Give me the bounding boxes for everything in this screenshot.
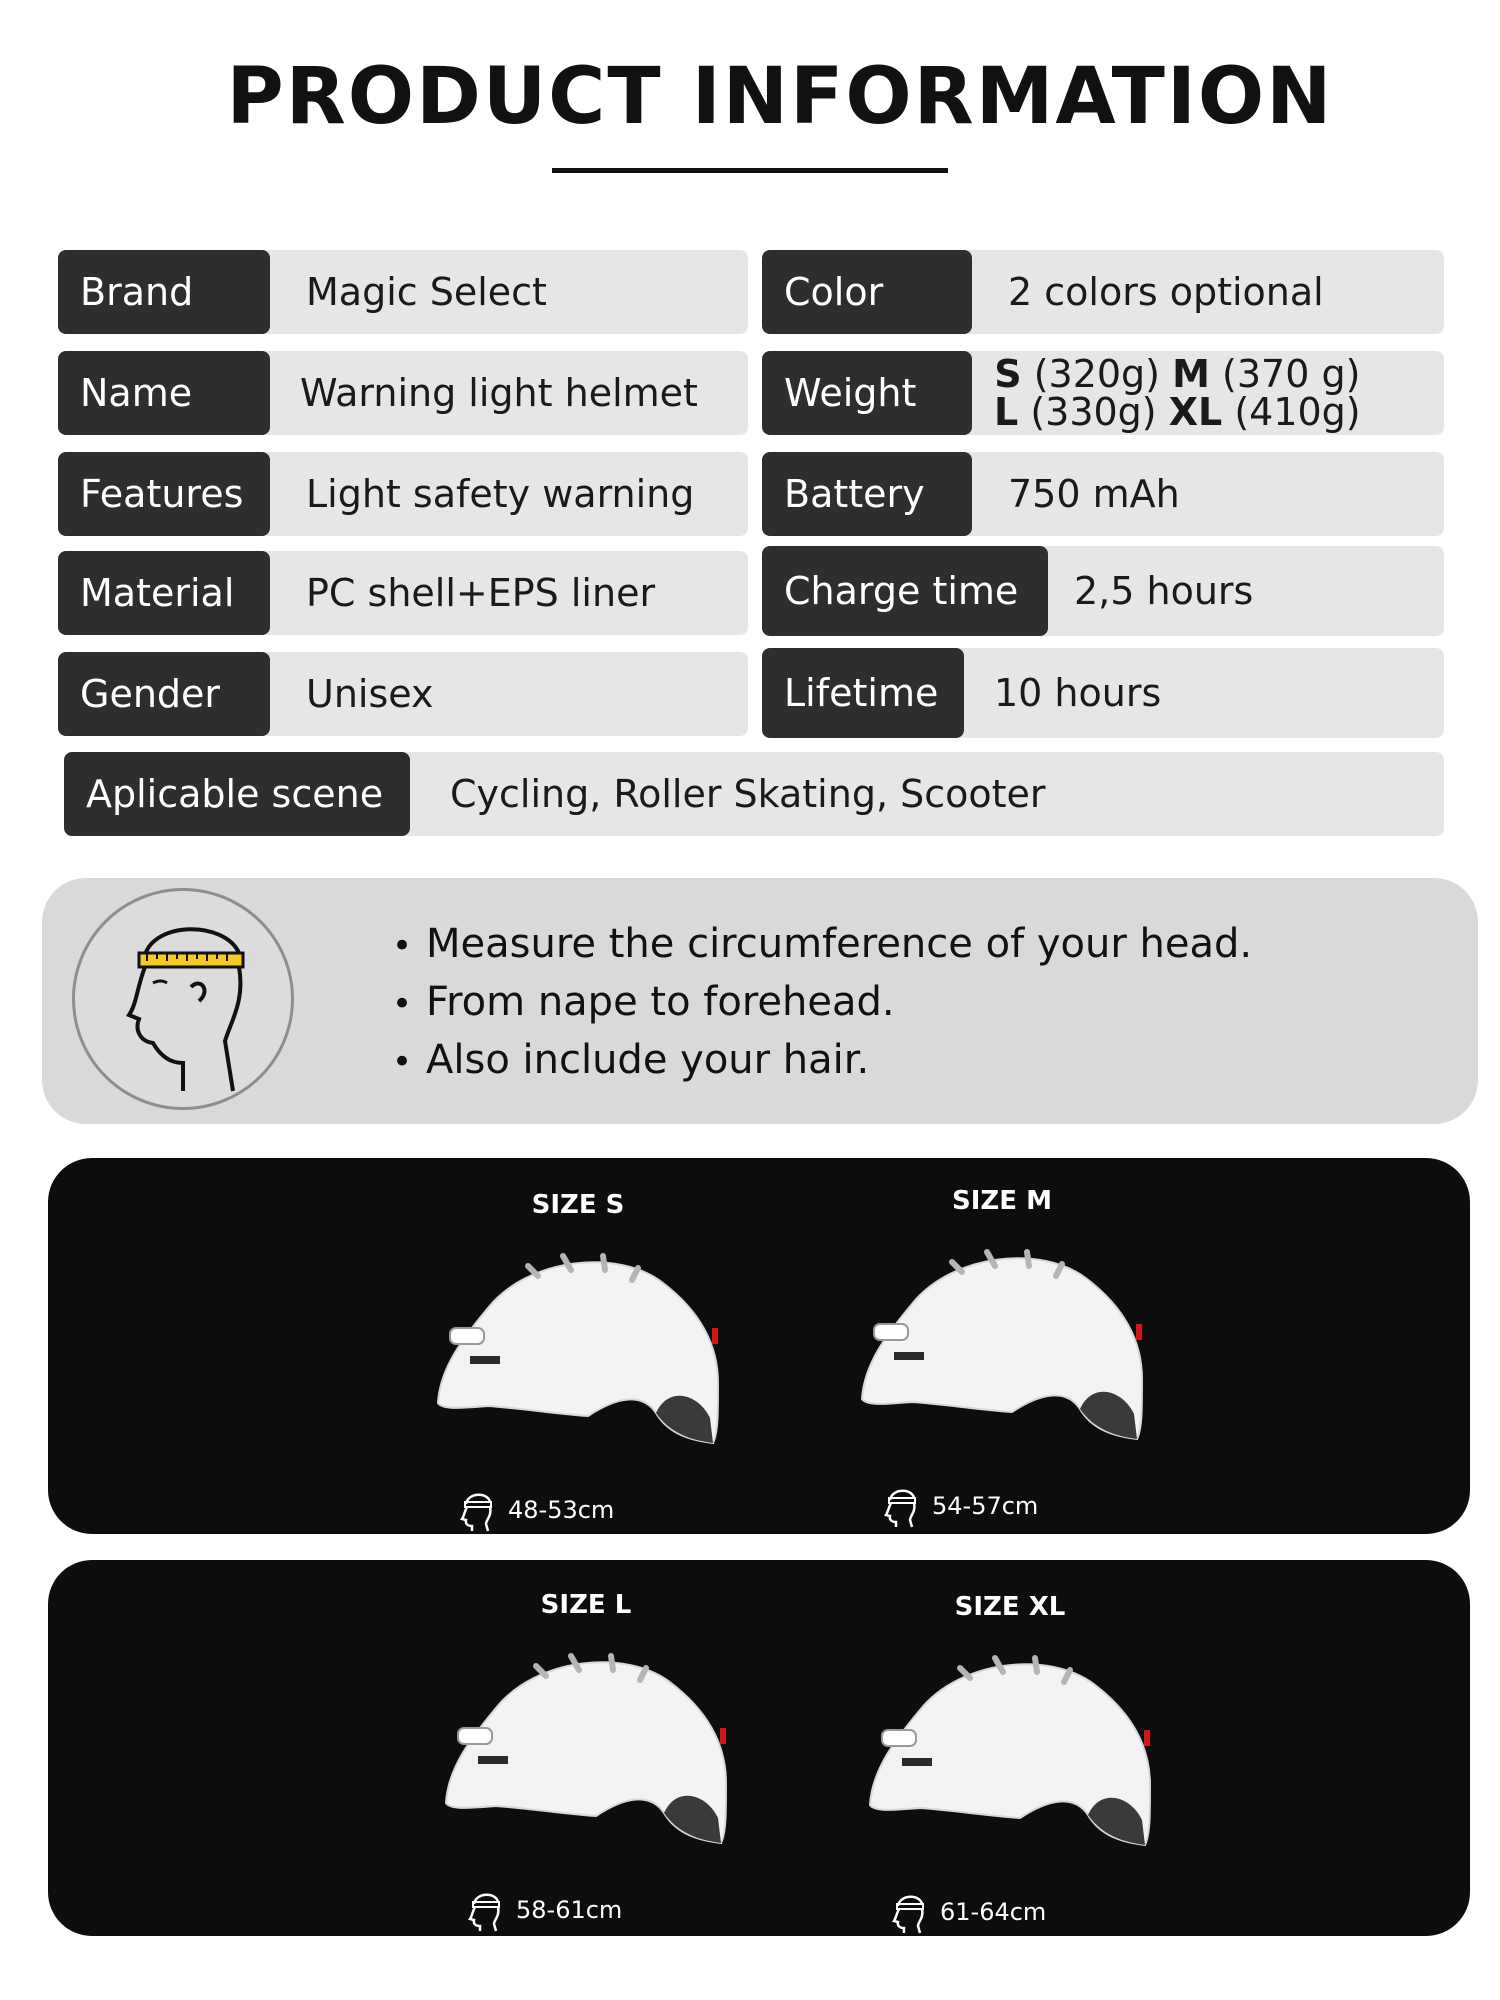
- spec-charge-time: [762, 546, 1444, 636]
- spec-value-lifetime: 10 hours: [994, 671, 1162, 715]
- spec-battery: [762, 452, 1444, 536]
- weight-m-value: (370 g): [1222, 352, 1361, 396]
- spec-gender: [58, 652, 748, 736]
- size-range: [882, 1484, 1038, 1528]
- spec-value-scene: Cycling, Roller Skating, Scooter: [450, 772, 1046, 816]
- spec-value-battery: 750 mAh: [1008, 472, 1180, 516]
- size-range: [890, 1890, 1046, 1934]
- size-panel-large-xlarge: [48, 1560, 1470, 1936]
- size-range-value: 48-53cm: [508, 1496, 615, 1524]
- head-size-icon: [890, 1890, 930, 1934]
- helmet-image: [842, 1224, 1162, 1464]
- spec-value-gender: Unisex: [306, 672, 434, 716]
- weight-s-label: S: [994, 352, 1022, 396]
- spec-label-name: Name: [58, 351, 270, 435]
- spec-value-charge-time: 2,5 hours: [1074, 569, 1254, 613]
- size-title: SIZE S: [531, 1190, 625, 1220]
- size-title: SIZE L: [540, 1590, 632, 1620]
- head-size-icon: [458, 1488, 498, 1532]
- size-range-value: 54-57cm: [932, 1492, 1039, 1520]
- helmet-image: [850, 1630, 1170, 1870]
- size-title: SIZE M: [952, 1186, 1052, 1216]
- head-size-icon: [466, 1888, 506, 1932]
- spec-value-weight: [994, 351, 1361, 435]
- head-size-icon: [882, 1484, 922, 1528]
- weight-l-label: L: [994, 390, 1019, 434]
- spec-label-scene: Aplicable scene: [64, 752, 410, 836]
- weight-s-value: (320g): [1033, 352, 1160, 396]
- spec-weight: [762, 351, 1444, 435]
- measure-instructions: [42, 878, 1478, 1124]
- spec-label-charge-time: Charge time: [762, 546, 1048, 636]
- spec-lifetime: [762, 648, 1444, 738]
- helmet-image: [426, 1628, 746, 1868]
- spec-value-material: PC shell+EPS liner: [306, 571, 656, 615]
- spec-color: [762, 250, 1444, 334]
- spec-name: [58, 351, 748, 435]
- measure-tip: • From nape to forehead.: [392, 974, 1252, 1032]
- spec-features: [58, 452, 748, 536]
- spec-value-name: Warning light helmet: [300, 371, 698, 415]
- measure-tip: • Measure the circumference of your head.: [392, 916, 1252, 974]
- size-range-value: 61-64cm: [940, 1898, 1047, 1926]
- size-range: [458, 1488, 614, 1532]
- measure-tip: • Also include your hair.: [392, 1032, 1252, 1090]
- title-underline: [552, 168, 948, 173]
- size-title: SIZE XL: [954, 1592, 1066, 1622]
- spec-label-material: Material: [58, 551, 270, 635]
- spec-value-features: Light safety warning: [306, 472, 695, 516]
- spec-label-gender: Gender: [58, 652, 270, 736]
- size-panel-small-medium: [48, 1158, 1470, 1534]
- spec-value-color: 2 colors optional: [1008, 270, 1324, 314]
- weight-line-2: [994, 390, 1361, 434]
- weight-xl-value: (410g): [1234, 390, 1361, 434]
- size-range: [466, 1888, 622, 1932]
- helmet-image: [418, 1228, 738, 1468]
- weight-line-1: [994, 352, 1361, 396]
- spec-label-weight: Weight: [762, 351, 972, 435]
- spec-label-color: Color: [762, 250, 972, 334]
- head-measure-icon: [72, 888, 294, 1110]
- spec-label-features: Features: [58, 452, 270, 536]
- spec-label-battery: Battery: [762, 452, 972, 536]
- size-range-value: 58-61cm: [516, 1896, 623, 1924]
- weight-xl-label: XL: [1168, 390, 1223, 434]
- weight-l-value: (330g): [1030, 390, 1157, 434]
- spec-material: [58, 551, 748, 635]
- spec-label-brand: Brand: [58, 250, 270, 334]
- spec-brand: [58, 250, 748, 334]
- weight-m-label: M: [1172, 352, 1210, 396]
- page-title: PRODUCT INFORMATION: [226, 52, 1334, 142]
- spec-scene: [64, 752, 1444, 836]
- measure-tips: [392, 916, 1252, 1090]
- spec-label-lifetime: Lifetime: [762, 648, 964, 738]
- spec-value-brand: Magic Select: [306, 270, 547, 314]
